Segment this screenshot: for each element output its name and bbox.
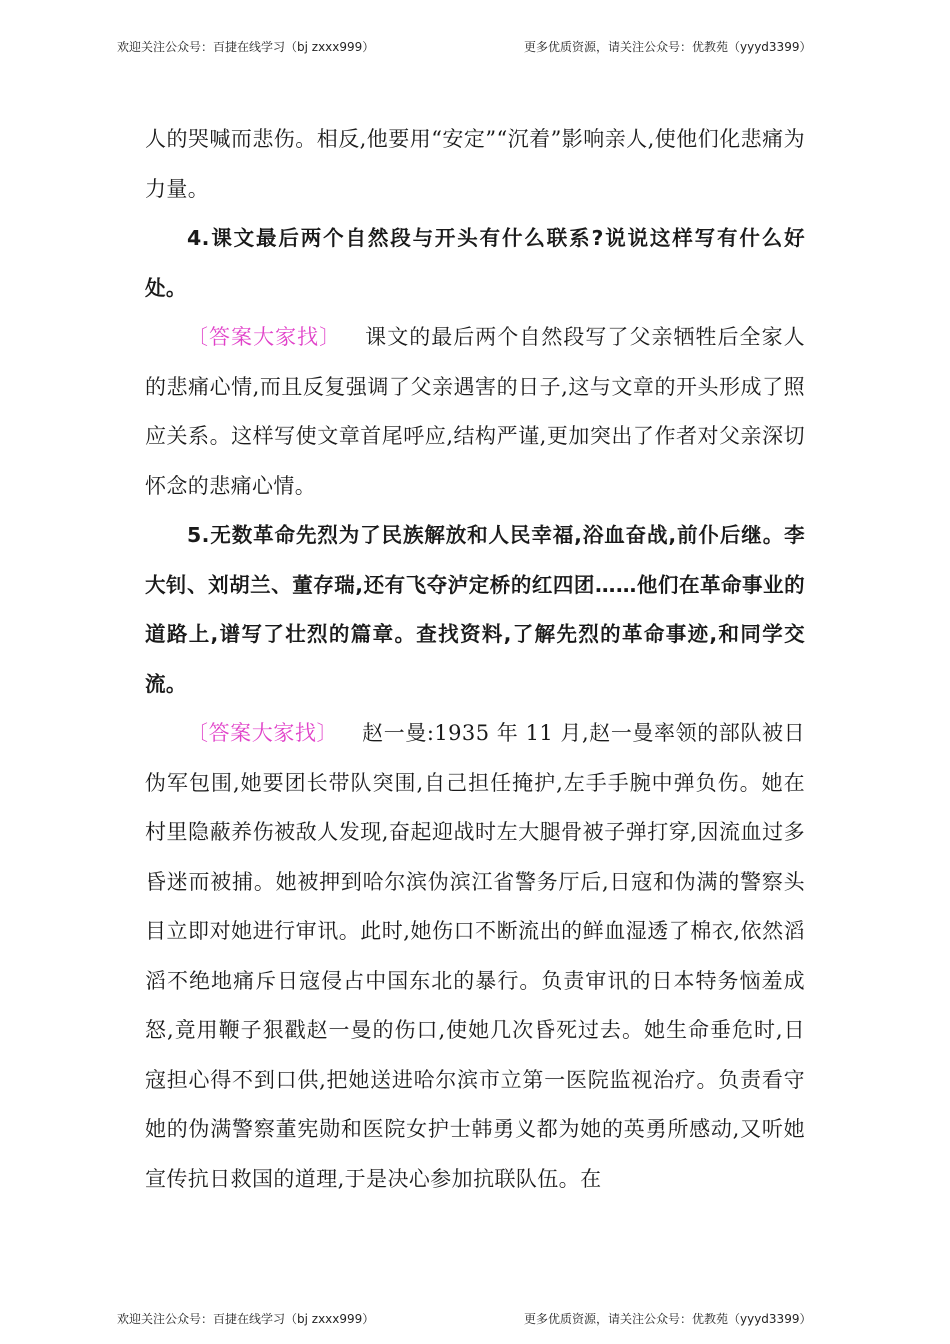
header-left-text: 欢迎关注公众号：百捷在线学习（bj zxxx999） bbox=[117, 40, 375, 54]
answer-5 bbox=[145, 709, 805, 1204]
question-4: 4.课文最后两个自然段与开头有什么联系?说说这样写有什么好处。 bbox=[145, 226, 805, 300]
paragraph-continued: 人的哭喊而悲伤。相反,他要用“安定”“沉着”影响亲人,使他们化悲痛为力量。 bbox=[145, 127, 805, 201]
page-footer bbox=[0, 1309, 950, 1329]
footer-left-text: 欢迎关注公众号：百捷在线学习（bj zxxx999） bbox=[117, 1312, 375, 1326]
question-5: 5.无数革命先烈为了民族解放和人民幸福,浴血奋战,前仆后继。李大钊、刘胡兰、董存瑞,还有飞夺泸定桥的红四团……他们在革命事业的道路上,谱写了壮烈的篇章。查找资料,了解先烈的革命事迹,和同学交流。 bbox=[145, 523, 805, 696]
document-body bbox=[145, 115, 805, 1204]
answer-label: 〔答案大家找〕 bbox=[187, 721, 339, 745]
page-header bbox=[0, 37, 950, 57]
header-right-text: 更多优质资源，请关注公众号：优教苑（yyyd3399） bbox=[524, 40, 812, 54]
answer-4 bbox=[145, 313, 805, 511]
footer-right-text: 更多优质资源，请关注公众号：优教苑（yyyd3399） bbox=[524, 1312, 812, 1326]
answer-label: 〔答案大家找〕 bbox=[187, 325, 342, 349]
answer-4-text: 课文的最后两个自然段写了父亲牺牲后全家人的悲痛心情,而且反复强调了父亲遇害的日子,这与文章的开头形成了照应关系。这样写使文章首尾呼应,结构严谨,更加突出了作者对父亲深切怀念的悲痛心情。 bbox=[145, 325, 805, 498]
answer-5-text: 赵一曼:1935 年 11 月,赵一曼率领的部队被日伪军包围,她要团长带队突围,自己担任掩护,左手手腕中弹负伤。她在村里隐蔽养伤被敌人发现,奋起迎战时左大腿骨被子弹打穿,因流血过多昏迷而被捕。她被押到哈尔滨伪滨江省警务厅后,日寇和伪满的警察头目立即对她进行审讯。此时,她伤口不断流出的鲜血湿透了棉衣,依然滔滔不绝地痛斥日寇侵占中国东北的暴行。负责审讯的日本特务恼羞成怒,竟用鞭子狠戳赵一曼的伤口,使她几次昏死过去。她生命垂危时,日寇担心得不到口供,把她送进哈尔滨市立第一医院监视治疗。负责看守她的伪满警察董宪勋和医院女护士韩勇义都为她的英勇所感动,又听她宣传抗日救国的道理,于是决心参加抗联队伍。在 bbox=[145, 721, 805, 1191]
